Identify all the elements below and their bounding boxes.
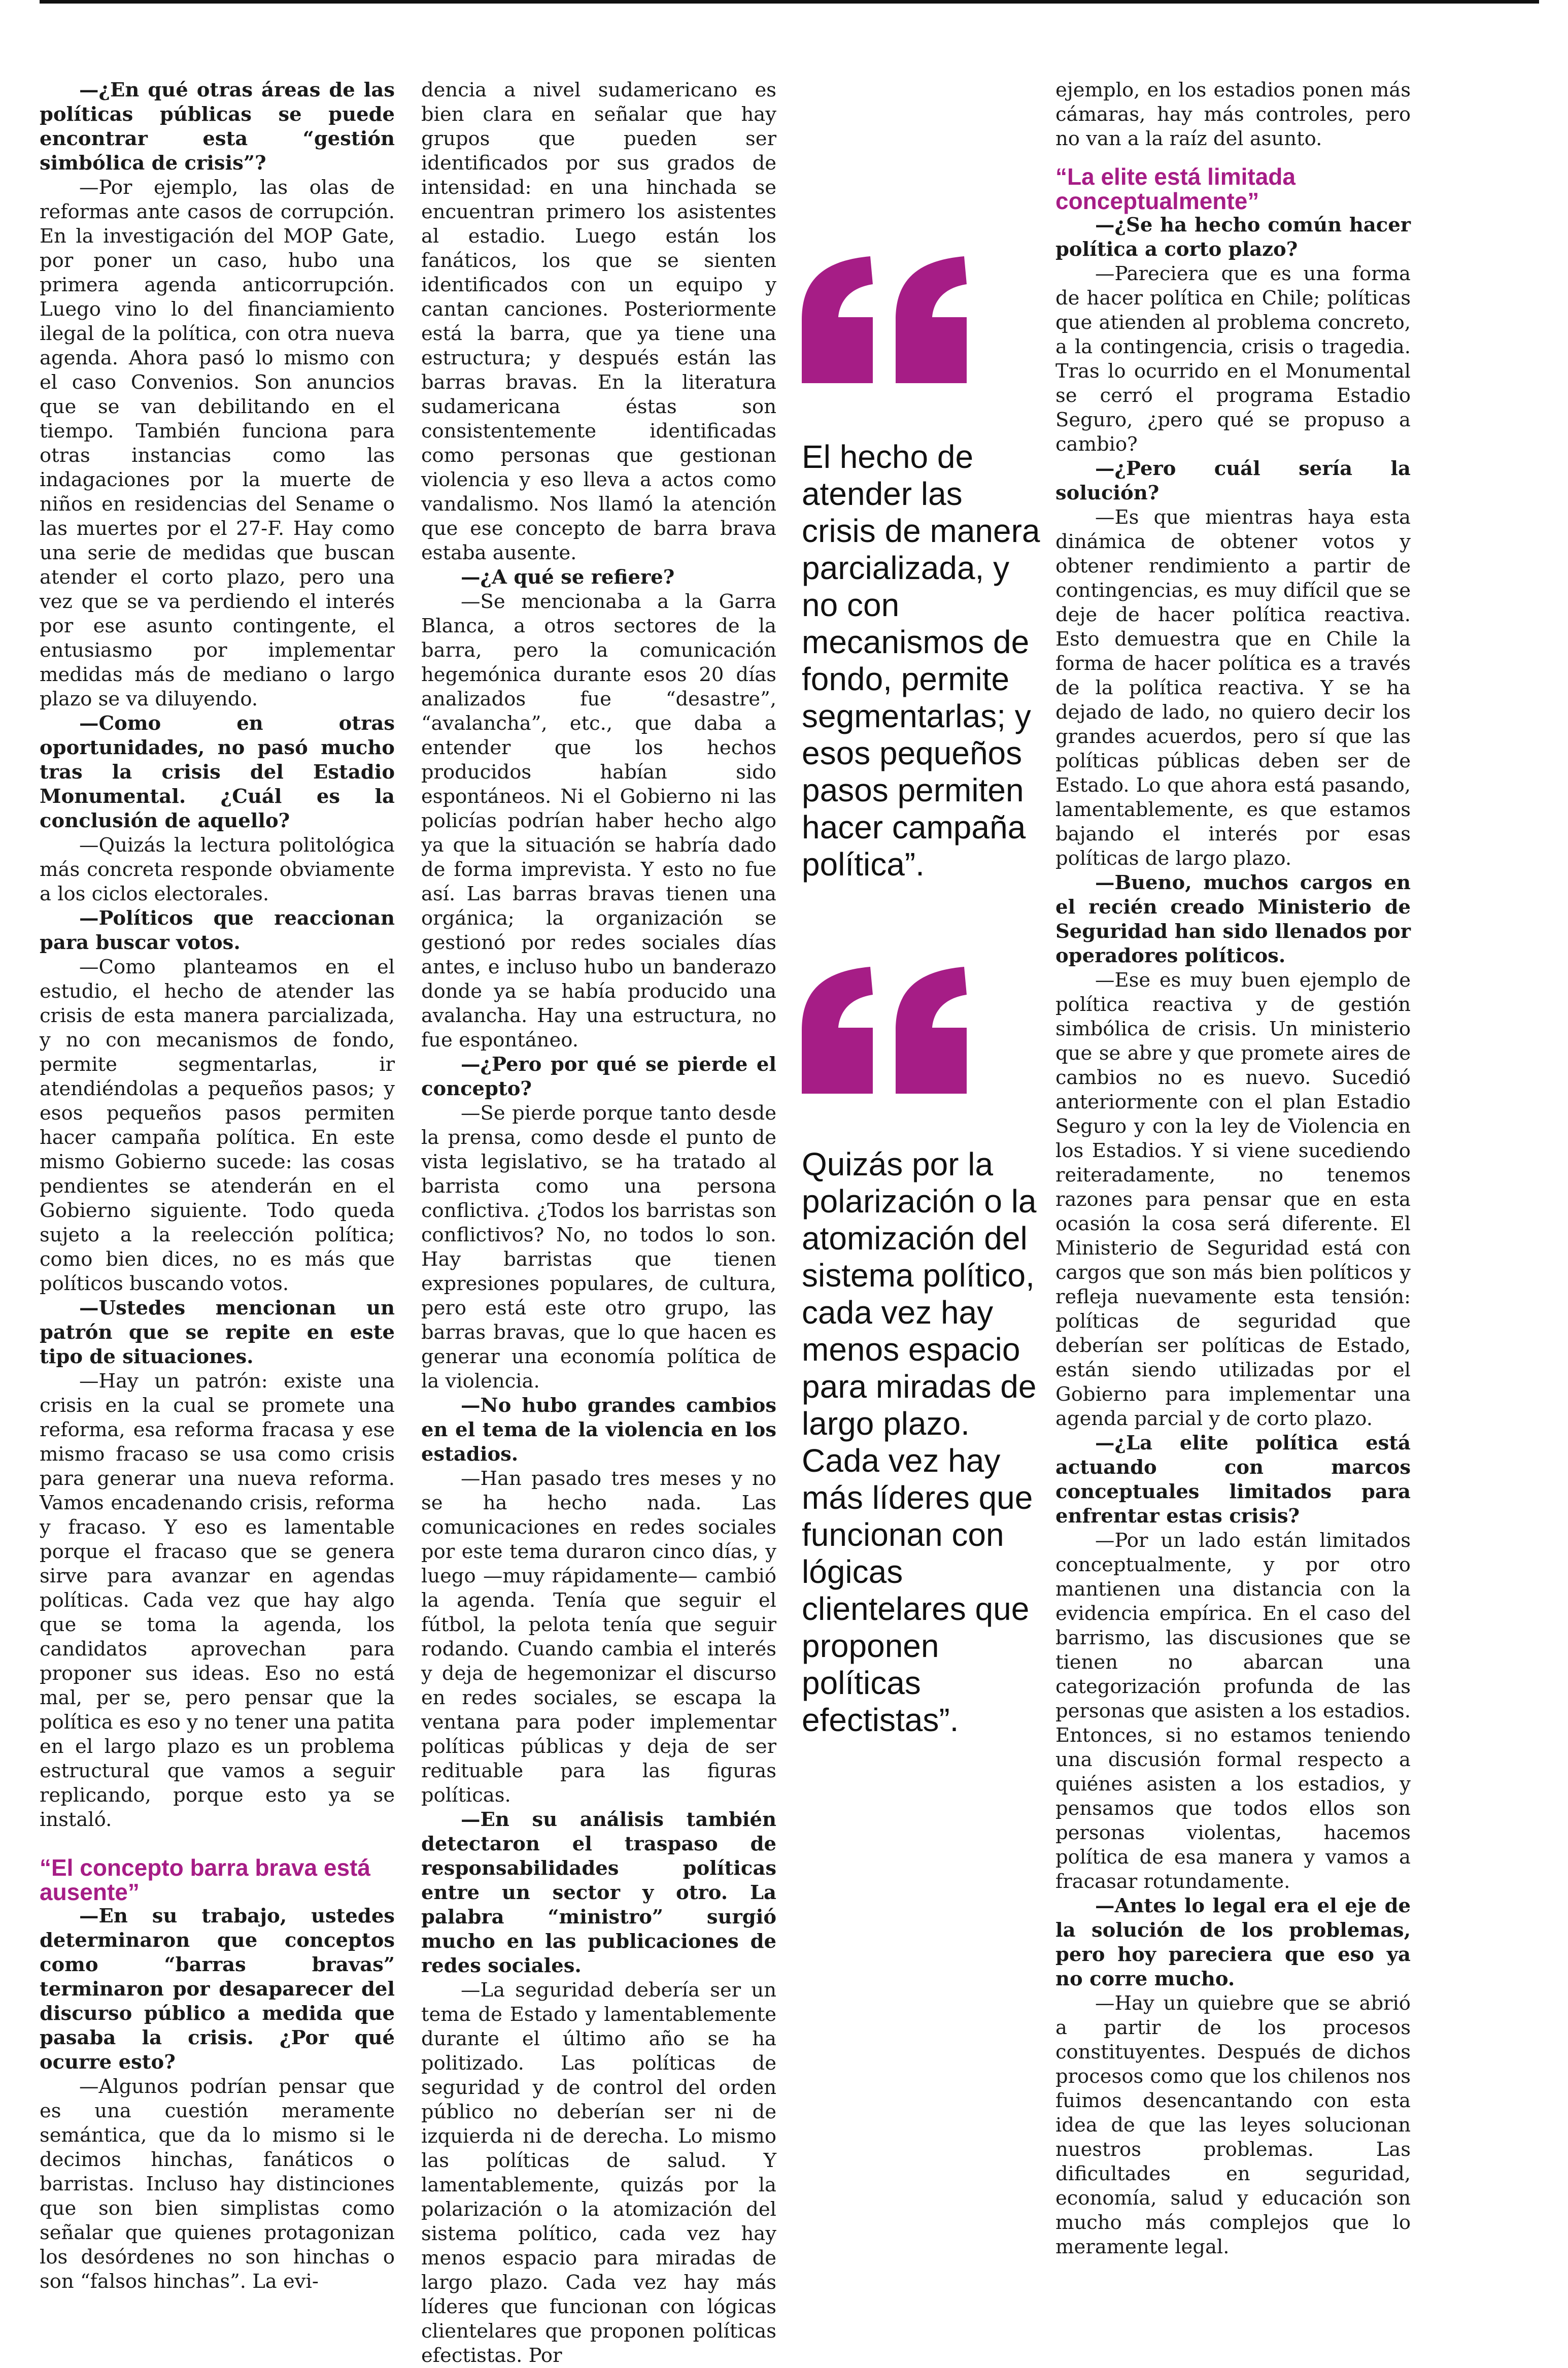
quote-mark-icon (802, 256, 969, 383)
interview-answer: —Es que mientras haya esta dinámica de obtener votos y obtener rendimiento a partir de contingencias, es muy difícil que se deje de hacer política reactiva. Esto demuestra que en Chile la forma de hacer política es a través de la política reactiva. Y se ha dejado de lado, no quiero decir los grandes acuerdos, pero sí que las políticas públicas deben ser de Estado. Lo que ahora está pasando, lamentablemente, es que estamos bajando el interés por esas políticas de largo plazo. (1055, 506, 1411, 870)
interview-question: —Ustedes mencionan un patrón que se repite en este tipo de situaciones. (40, 1297, 395, 1368)
interview-question: —¿En qué otras áreas de las políticas públicas se puede encontrar esta “gestión simbólica de crisis”? (40, 79, 395, 175)
interview-answer: —Se pierde porque tanto desde la prensa, como desde el punto de vista legislativo, se ha tratado al barrista como una persona conflictiva. ¿Todos los barristas son conflictivos? No, no todos lo son. Hay barristas que tienen expresiones populares, de cultura, pero está este otro grupo, las barras bravas, que lo que hacen es generar una economía política de la violencia. (421, 1102, 776, 1393)
continued-paragraph: dencia a nivel sudamericano es bien clara en señalar que hay grupos que pueden ser identificados por sus grados de intensidad: en una hinchada se encuentran primero los asistentes al estadio. Luego están los fanáticos, los que se sienten identificados con un equipo y cantan canciones. Posteriormente está la barra, que ya tiene una estructura; y después están las barras bravas. En la literatura sudamericana éstas son consistentemente identificadas como personas que gestionan violencia y eso lleva a actos como vandalismo. Nos llamó la atención que ese concepto de barra brava estaba ausente. (421, 79, 776, 564)
interview-answer: —Como planteamos en el estudio, el hecho de atender las crisis de esta manera parcializada, y no con mecanismos de fondo, permite segmentarlas, ir atendiéndolas a pequeños pasos; y esos pequeños pasos permiten hacer campaña política. En este mismo Gobierno sucede: las cosas pendientes se atenderán en el Gobierno siguiente. Todo queda sujeto a la reelección política; como bien dices, no es más que políticos buscando votos. (40, 956, 395, 1295)
interview-question: —Políticos que reaccionan para buscar votos. (40, 907, 395, 954)
interview-answer: —Han pasado tres meses y no se ha hecho nada. Las comunicaciones en redes sociales por este tema duraron cinco días, y luego —muy rápidamente— cambió la agenda. Tenía que seguir el fútbol, la pelota tenía que seguir rodando. Cuando cambia el interés y deja de hegemonizar el discurso en redes sociales, se escapa la ventana para poder implementar políticas públicas y deja de ser redituable para las figuras políticas. (421, 1467, 776, 1807)
quote-mark-icon (802, 967, 969, 1094)
article-column-1 (40, 78, 395, 2294)
pullquote-2: Quizás por la polarización o la atomización del sistema político, cada vez hay menos espacio para miradas de largo plazo. Cada vez hay más líderes que funcionan con lógicas clientelares que proponen políticas efectistas”. (802, 1146, 1037, 1738)
interview-answer: —Por ejemplo, las olas de reformas ante casos de corrupción. En la investigación del MOP Gate, por poner un caso, hubo una primera agenda anticorrupción. Luego vino lo del financiamiento ilegal de la política, con otra nueva agenda. Ahora pasó lo mismo con el caso Convenios. Son anuncios que se van debilitando en el tiempo. También funciona para otras instancias como las indagaciones por la muerte de niños en residencias del Sename o las muertes por el 27-F. Hay como una serie de medidas que buscan atender el corto plazo, pero una vez que se va perdiendo el interés por ese asunto contingente, el entusiasmo por implementar medidas más de mediano o largo plazo se va diluyendo. (40, 176, 395, 711)
interview-question: —Antes lo legal era el eje de la solución de los problemas, pero hoy pareciera que eso ya no corre mucho. (1055, 1895, 1411, 1990)
interview-question: —¿Pero por qué se pierde el concepto? (421, 1053, 776, 1100)
interview-question: —¿A qué se refiere? (461, 566, 675, 589)
article-column-2 (421, 78, 776, 2368)
top-rule (40, 0, 1539, 4)
interview-answer: —Quizás la lectura politológica más concreta responde obviamente a los ciclos electorales. (40, 834, 395, 905)
interview-answer: —Algunos podrían pensar que es una cuestión meramente semántica, que da lo mismo si le decimos hinchas, fanáticos o barristas. Incluso hay distinciones que son bien simplistas como señalar que quienes protagonizan los desórdenes no son hinchas o son “falsos hinchas”. La evi- (40, 2075, 395, 2293)
interview-question: —No hubo grandes cambios en el tema de la violencia en los estadios. (421, 1394, 776, 1466)
continued-paragraph: ejemplo, en los estadios ponen más cámaras, hay más controles, pero no van a la raíz del asunto. (1055, 79, 1411, 150)
interview-answer: —Hay un patrón: existe una crisis en la cual se promete una reforma, esa reforma fracasa y ese mismo fracaso se usa como crisis para generar una nueva reforma. Vamos encadenando crisis, reforma y fracaso. Y eso es lamentable porque el fracaso que se genera sirve para avanzar en agendas políticas. Cada vez que hay algo que se toma la agenda, los candidatos aprovechan para proponer sus ideas. Eso no está mal, per se, pero pensar que la política es eso y no tener una patita en el largo plazo es un problema estructural que vamos a seguir replicando, porque esto ya se instaló. (40, 1370, 395, 1831)
article-column-3 (1055, 78, 1411, 2259)
interview-question: —Bueno, muchos cargos en el recién creado Ministerio de Seguridad han sido llenados por operadores políticos. (1055, 871, 1411, 967)
interview-question: —¿La elite política está actuando con marcos conceptuales limitados para enfrentar estas crisis? (1055, 1432, 1411, 1528)
interview-answer: —Ese es muy buen ejemplo de política reactiva y de gestión simbólica de crisis. Un ministerio que se abre y que promete aires de cambios no es nuevo. Sucedió anteriormente con el plan Estadio Seguro y con la ley de Violencia en los Estadios. Y si viene sucediendo reiteradamente, no tenemos razones para pensar que en esta ocasión la cosa será diferente. El Ministerio de Seguridad está con cargos que son más bien políticos y refleja nuevamente esta tensión: políticas de seguridad que deberían ser políticas de Estado, están siendo utilizadas por el Gobierno para implementar una agenda parcial y de corto plazo. (1055, 969, 1411, 1430)
interview-question: —¿Se ha hecho común hacer política a corto plazo? (1055, 214, 1411, 261)
interview-question: —En su trabajo, ustedes determinaron que conceptos como “barras bravas” terminaron por desaparecer del discurso público a medida que pasaba la crisis. ¿Por qué ocurre esto? (40, 1905, 395, 2074)
interview-answer: —Hay un quiebre que se abrió a partir de los procesos constituyentes. Después de dichos procesos como que los chilenos nos fuimos desencantando con esta idea de que las leyes solucionan nuestros problemas. Las dificultades en seguridad, economía, salud y educación son mucho más complejos que lo meramente legal. (1055, 1992, 1411, 2258)
section-heading: “La elite está limitada conceptualmente” (1055, 163, 1296, 214)
interview-question: —Como en otras oportunidades, no pasó mucho tras la crisis del Estadio Monumental. ¿Cuál es la conclusión de aquello? (40, 712, 395, 832)
interview-question: —En su análisis también detectaron el traspaso de responsabilidades políticas entre un sector y otro. La palabra “ministro” surgió mucho en las publicaciones de redes sociales. (421, 1808, 776, 1977)
pullquote-1: El hecho de atender las crisis de manera parcializada, y no con mecanismos de fondo, permite segmentarlas; y esos pequeños pasos permiten hacer campaña política”. (802, 438, 1040, 883)
interview-answer: —Se mencionaba a la Garra Blanca, a otros sectores de la barra, pero la comunicación hegemónica durante esos 20 días analizados fue “desastre”, “avalancha”, etc., que daba a entender que los hechos producidos habían sido espontáneos. Ni el Gobierno ni las policías podrían haber hecho algo ya que la situación se habría dado de forma imprevista. Y esto no fue así. Las barras bravas tienen una orgánica; la organización se gestionó por redes sociales días antes, e incluso hubo un banderazo donde ya se había producido una avalancha. Hay una estructura, no fue espontáneo. (421, 590, 776, 1052)
interview-answer: —La seguridad debería ser un tema de Estado y lamentablemente durante el último año se ha politizado. Las políticas de seguridad y de control del orden público no deberían ser ni de izquierda ni de derecha. Lo mismo las políticas de salud. Y lamentablemente, quizás por la polarización o la atomización del sistema político, cada vez hay menos espacio para miradas de largo plazo. Cada vez hay más líderes que funcionan con lógicas clientelares que proponen políticas efectistas. Por (421, 1979, 776, 2367)
interview-answer: —Pareciera que es una forma de hacer política en Chile; políticas que atienden al problema concreto, a la contingencia, crisis o tragedia. Tras lo ocurrido en el Monumental se cerró el programa Estadio Seguro, ¿pero qué se propuso a cambio? (1055, 262, 1411, 456)
interview-question: —¿Pero cuál sería la solución? (1055, 457, 1411, 504)
interview-answer: —Por un lado están limitados conceptualmente, y por otro mantienen una distancia con la evidencia empírica. En el caso del barrismo, las discusiones que se tienen no abarcan una categorización profunda de las personas que asisten a los estadios. Entonces, si no estamos teniendo una discusión formal respecto a quiénes asisten a los estadios, y pensamos que todos ellos son personas violentas, hacemos política de esa manera y vamos a fracasar rotundamente. (1055, 1529, 1411, 1893)
section-heading: “El concepto barra brava está ausente” (40, 1854, 370, 1905)
